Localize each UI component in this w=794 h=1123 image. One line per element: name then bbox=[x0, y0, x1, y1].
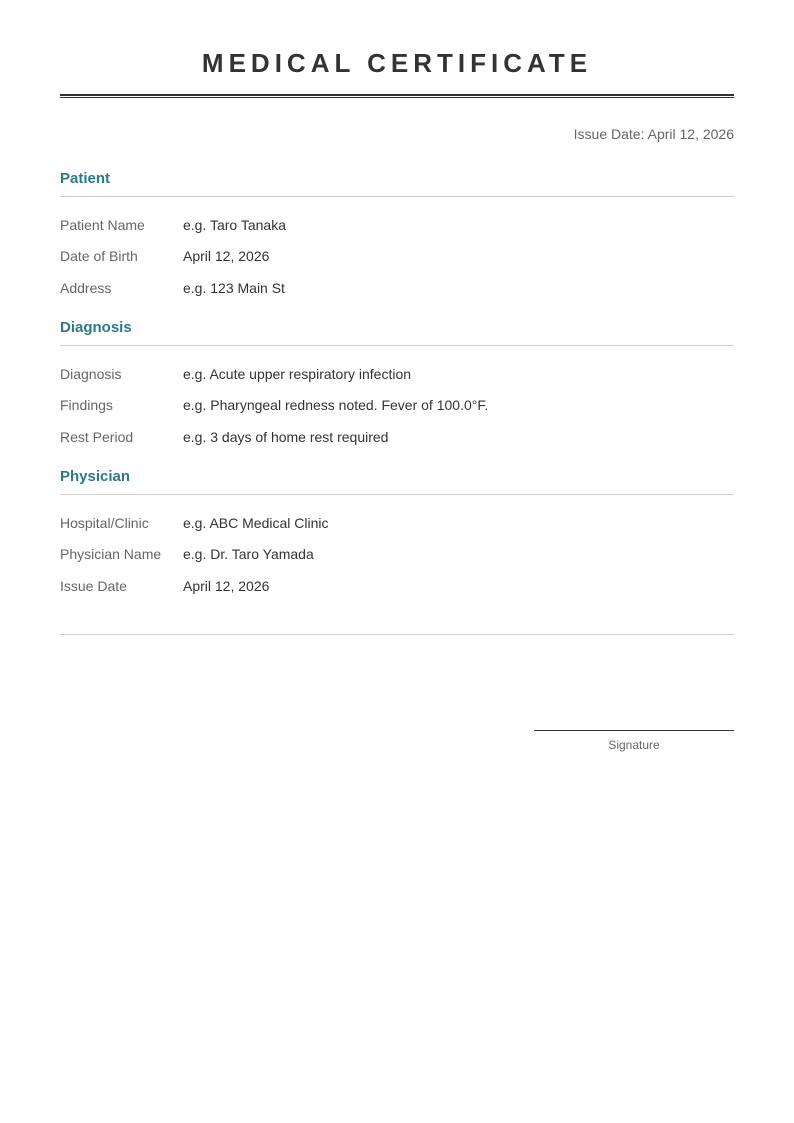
field-row-findings bbox=[60, 390, 734, 422]
field-list bbox=[60, 209, 734, 304]
field-value: e.g. 3 days of home rest required bbox=[183, 428, 389, 445]
field-value: e.g. ABC Medical Clinic bbox=[183, 514, 329, 531]
field-label: Diagnosis bbox=[60, 365, 122, 382]
field-label: Rest Period bbox=[60, 428, 134, 445]
section-heading: Diagnosis bbox=[60, 317, 734, 346]
field-value: e.g. 123 Main St bbox=[183, 279, 285, 296]
issue-date-header: Issue Date: April 12, 2026 bbox=[573, 126, 734, 142]
section-diagnosis bbox=[60, 317, 734, 453]
field-value: April 12, 2026 bbox=[183, 577, 270, 594]
section-patient bbox=[60, 168, 734, 304]
document-title: MEDICAL CERTIFICATE bbox=[201, 48, 593, 78]
field-row-patient-name bbox=[60, 209, 734, 241]
section-physician bbox=[60, 466, 734, 602]
field-row-issue-date bbox=[60, 570, 734, 602]
field-value: e.g. Taro Tanaka bbox=[183, 216, 287, 233]
field-label: Date of Birth bbox=[60, 248, 138, 265]
title-double-rule bbox=[60, 94, 734, 98]
field-row-physician-name bbox=[60, 539, 734, 571]
field-value: e.g. Acute upper respiratory infection bbox=[183, 365, 412, 382]
field-list bbox=[60, 507, 734, 602]
signature-line bbox=[534, 730, 734, 731]
signature-divider bbox=[60, 634, 734, 635]
certificate-page bbox=[60, 0, 734, 1123]
field-list bbox=[60, 358, 734, 453]
field-label: Physician Name bbox=[60, 546, 162, 563]
field-label: Patient Name bbox=[60, 216, 145, 233]
field-label: Issue Date bbox=[60, 577, 127, 594]
section-heading: Physician bbox=[60, 466, 734, 495]
field-row-date-of-birth bbox=[60, 241, 734, 273]
field-value: e.g. Pharyngeal redness noted. Fever of 100.0°F. bbox=[183, 397, 489, 414]
field-row-diagnosis bbox=[60, 358, 734, 390]
field-value: April 12, 2026 bbox=[183, 248, 270, 265]
section-heading: Patient bbox=[60, 168, 734, 197]
field-label: Findings bbox=[60, 397, 113, 414]
field-value: e.g. Dr. Taro Yamada bbox=[183, 546, 314, 563]
field-label: Address bbox=[60, 279, 112, 296]
field-row-address bbox=[60, 272, 734, 304]
field-row-rest-period bbox=[60, 421, 734, 453]
field-row-hospital-clinic bbox=[60, 507, 734, 539]
signature-label: Signature bbox=[608, 738, 660, 752]
field-label: Hospital/Clinic bbox=[60, 514, 149, 531]
